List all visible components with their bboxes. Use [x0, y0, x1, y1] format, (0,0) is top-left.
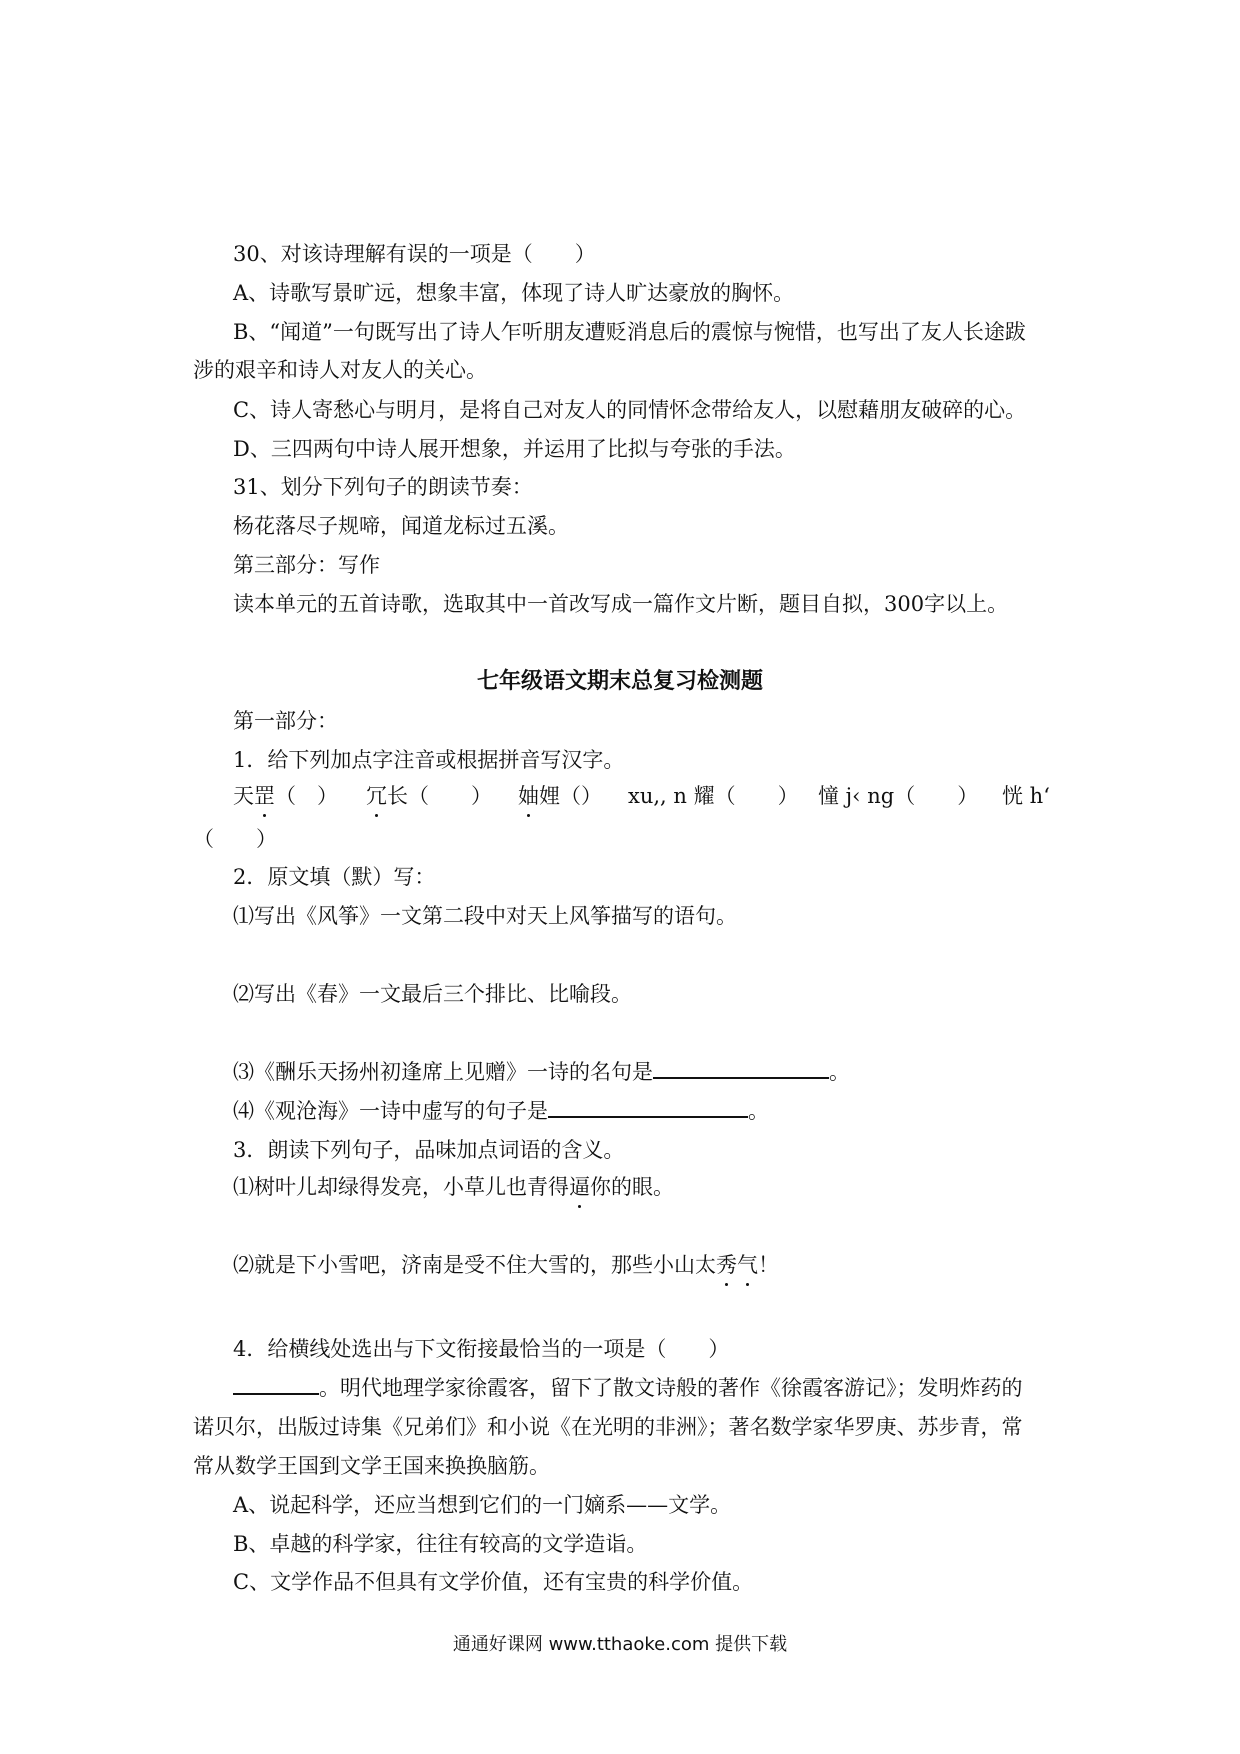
q30-option-c: C、诗人寄愁心与明月，是将自己对友人的同情怀念带给友人，以慰藉朋友破碎的心。 [233, 398, 1027, 422]
q2-sub-3: ⑶《酬乐天扬州初逢席上见赠》一诗的名句是 。 [233, 1060, 850, 1084]
dotted-char: 气 [737, 1250, 758, 1280]
part3-heading: 第三部分：写作 [233, 553, 380, 577]
q3-sub-2: ⑵就是下小雪吧，济南是受不住大雪的，那些小山太秀气！ [233, 1250, 779, 1280]
q30-option-b-line2: 涉的艰辛和诗人对友人的关心。 [193, 358, 487, 382]
dotted-char: 罡 [254, 781, 275, 811]
dotted-char: 妯 [518, 781, 539, 811]
q2-stem: 2．原文填（默）写： [233, 865, 436, 889]
q30-stem: 30、对该诗理解有误的一项是（ ） [233, 242, 596, 266]
dotted-char: 冗 [366, 781, 387, 811]
q2-sub-2: ⑵写出《春》一文最后三个排比、比喻段。 [233, 982, 632, 1006]
q3-stem: 3．朗读下列句子，品味加点词语的含义。 [233, 1138, 625, 1162]
q31-stem: 31、划分下列句子的朗读节奏： [233, 475, 533, 499]
q3-sub-1: ⑴树叶儿却绿得发亮，小草儿也青得逼你的眼。 [233, 1172, 674, 1202]
part3-prompt: 读本单元的五首诗歌，选取其中一首改写成一篇作文片断，题目自拟，300字以上。 [233, 592, 1009, 616]
q1-item-4: xu,, n 耀（ ） [628, 784, 799, 808]
dotted-char: 逼 [569, 1172, 590, 1202]
q2-sub-1: ⑴写出《风筝》一文第二段中对天上风筝描写的语句。 [233, 904, 737, 928]
q31-sentence: 杨花落尽子规啼，闻道龙标过五溪。 [233, 514, 569, 538]
q4-option-a: A、说起科学，还应当想到它们的一门嫡系——文学。 [233, 1493, 732, 1517]
part1-heading: 第一部分： [233, 709, 338, 733]
q1-item-6: 恍 h‘ [1002, 784, 1050, 808]
q1-item-1: 天罡（ ） [233, 781, 338, 811]
q1-item-3: 妯娌（） [518, 781, 602, 811]
q4-option-c: C、文学作品不但具有文学价值，还有宝贵的科学价值。 [233, 1570, 754, 1594]
dotted-char: 秀 [716, 1250, 737, 1280]
q4-passage-line1: 。明代地理学家徐霞客，留下了散文诗般的著作《徐霞客游记》；发明炸药的 [233, 1373, 1023, 1403]
answer-blank [233, 1375, 319, 1395]
answer-blank [548, 1098, 748, 1118]
q1-item-2: 冗长（ ） [366, 781, 492, 811]
q4-passage-line2: 诺贝尔，出版过诗集《兄弟们》和小说《在光明的非洲》；著名数学家华罗庚、苏步青，常 [193, 1415, 1023, 1439]
q30-option-b-line1: B、“闻道”一句既写出了诗人乍听朋友遭贬消息后的震惊与惋惜，也写出了友人长途跋 [233, 320, 1026, 344]
q4-stem: 4．给横线处选出与下文衔接最恰当的一项是（ ） [233, 1337, 730, 1361]
q2-sub-4: ⑷《观沧海》一诗中虚写的句子是 。 [233, 1099, 769, 1123]
q4-option-b: B、卓越的科学家，往往有较高的文学造诣。 [233, 1532, 648, 1556]
q30-option-a: A、诗歌写景旷远，想象丰富，体现了诗人旷达豪放的胸怀。 [233, 281, 795, 305]
q1-item-5: 憧 j‹ ng（ ） [818, 784, 979, 808]
q30-option-d: D、三四两句中诗人展开想象，并运用了比拟与夸张的手法。 [233, 437, 796, 461]
q1-item-6-blank: （ ） [193, 827, 277, 851]
page-footer: 通通好课网 www.tthaoke.com 提供下载 [452, 1634, 788, 1655]
answer-blank [653, 1059, 829, 1079]
q1-stem: 1．给下列加点字注音或根据拼音写汉字。 [233, 748, 625, 772]
q4-passage-line3: 常从数学王国到文学王国来换换脑筋。 [193, 1454, 550, 1478]
exam-title: 七年级语文期末总复习检测题 [476, 669, 763, 694]
